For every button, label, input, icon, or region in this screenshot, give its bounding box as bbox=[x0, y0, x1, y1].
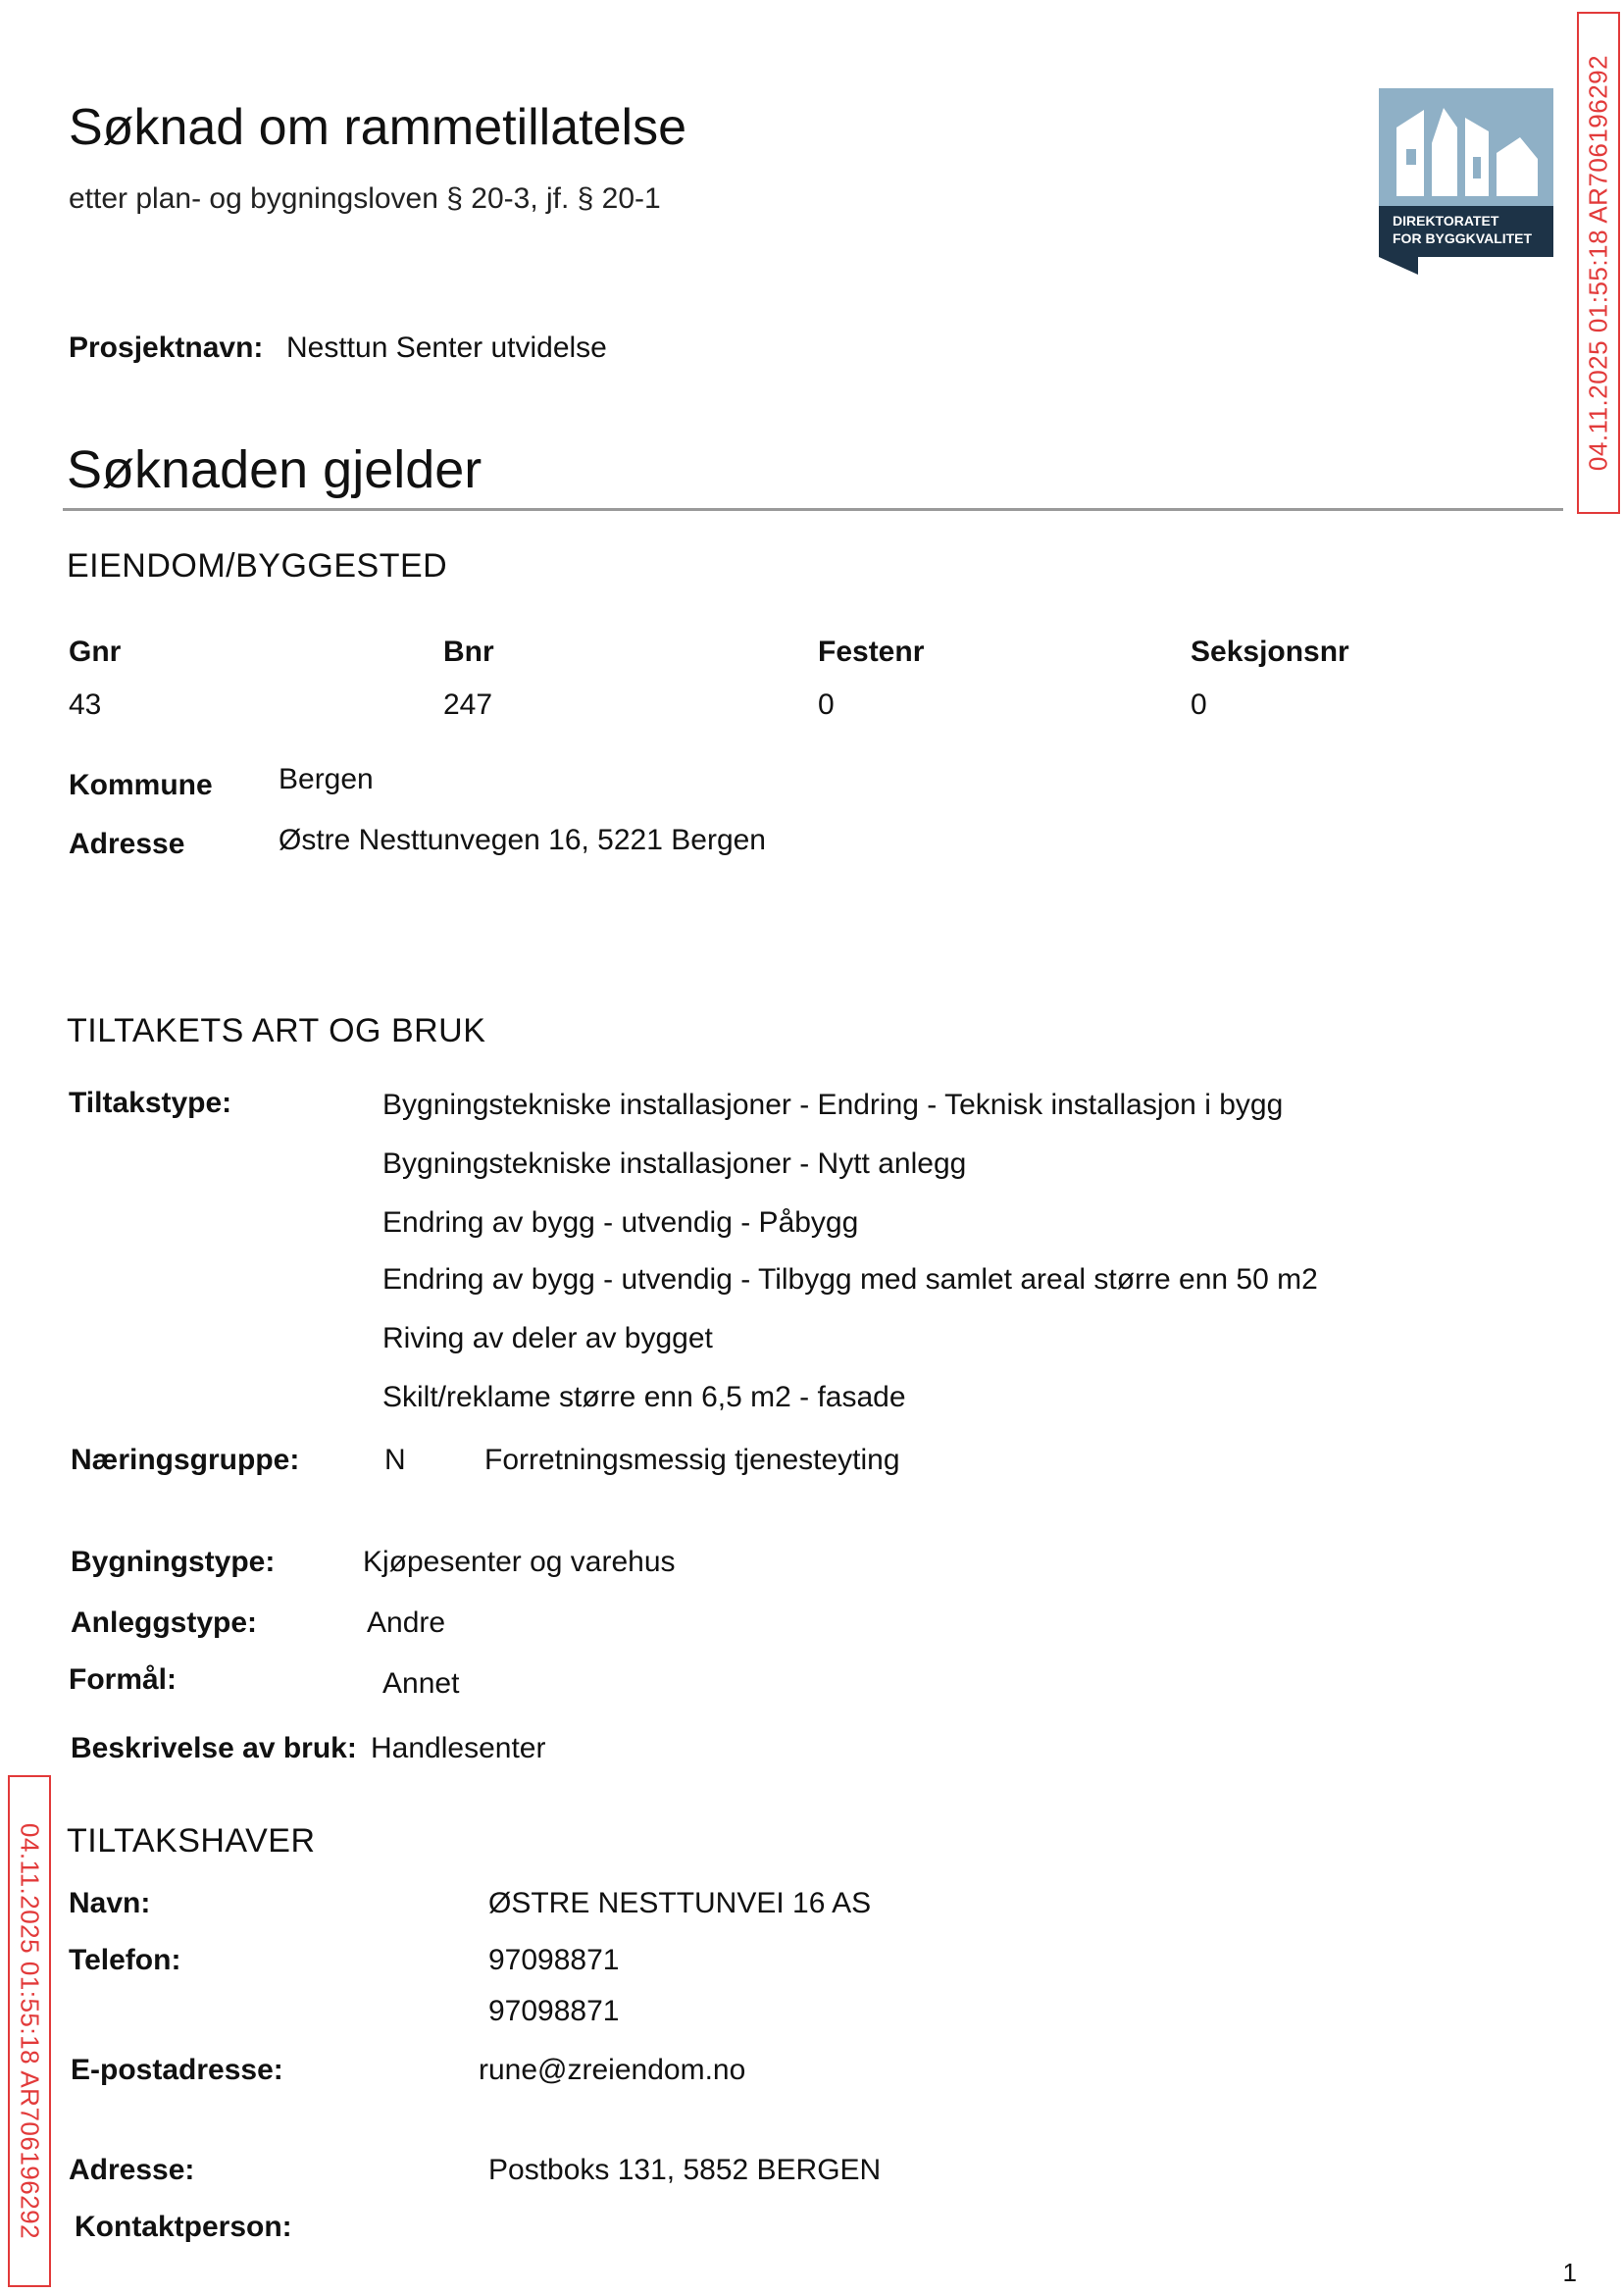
navn-value: ØSTRE NESTTUNVEI 16 AS bbox=[488, 1887, 872, 1919]
tiltakshaver-heading: TILTAKSHAVER bbox=[67, 1822, 316, 1860]
project-label: Prosjektnavn: bbox=[69, 331, 264, 364]
logo-text-line2: FOR BYGGKVALITET bbox=[1393, 230, 1533, 246]
eiendom-heading: EIENDOM/BYGGESTED bbox=[67, 547, 448, 585]
section-divider bbox=[63, 508, 1563, 511]
telefon-value: 97098871 bbox=[488, 1995, 620, 2027]
tiltakstype-item: Endring av bygg - utvendig - Påbygg bbox=[382, 1206, 859, 1239]
seksjonsnr-value: 0 bbox=[1191, 688, 1207, 721]
page-title: Søknad om rammetillatelse bbox=[69, 99, 686, 156]
tiltakstype-item: Skilt/reklame større enn 6,5 m2 - fasade bbox=[382, 1381, 906, 1413]
date-stamp-top bbox=[1577, 12, 1620, 514]
tiltakstype-item: Riving av deler av bygget bbox=[382, 1322, 713, 1354]
beskrivelse-label: Beskrivelse av bruk: bbox=[71, 1732, 357, 1764]
logo-text-line1: DIREKTORATET bbox=[1393, 213, 1499, 229]
gnr-label: Gnr bbox=[69, 636, 122, 668]
tiltakshaver-adresse-label: Adresse: bbox=[69, 2154, 195, 2186]
kommune-label: Kommune bbox=[69, 769, 213, 801]
naeringsgruppe-label: Næringsgruppe: bbox=[71, 1444, 300, 1476]
navn-label: Navn: bbox=[69, 1887, 151, 1919]
bnr-value: 247 bbox=[443, 688, 493, 721]
tiltakstype-label: Tiltakstype: bbox=[69, 1087, 232, 1119]
tiltakstype-item: Bygningstekniske installasjoner - Nytt anlegg bbox=[382, 1147, 967, 1180]
anleggstype-value: Andre bbox=[367, 1606, 446, 1639]
epost-value: rune@zreiendom.no bbox=[479, 2054, 746, 2086]
section-title: Søknaden gjelder bbox=[67, 440, 482, 499]
naeringsgruppe-text: Forretningsmessig tjenesteyting bbox=[484, 1444, 900, 1476]
project-value: Nesttun Senter utvidelse bbox=[286, 331, 607, 364]
page-subtitle: etter plan- og bygningsloven § 20-3, jf. § 20-1 bbox=[69, 182, 661, 215]
telefon-value: 97098871 bbox=[488, 1944, 620, 1976]
tiltakshaver-adresse-value: Postboks 131, 5852 BERGEN bbox=[488, 2154, 882, 2186]
festenr-value: 0 bbox=[818, 688, 835, 721]
beskrivelse-value: Handlesenter bbox=[371, 1732, 546, 1764]
formal-label: Formål: bbox=[69, 1663, 178, 1696]
anleggstype-label: Anleggstype: bbox=[71, 1606, 258, 1639]
kommune-value: Bergen bbox=[279, 763, 374, 795]
dibk-logo bbox=[1379, 88, 1553, 275]
tiltakstype-item: Bygningstekniske installasjoner - Endring - Teknisk installasjon i bygg bbox=[382, 1089, 1284, 1121]
stamp-text: 04.11.2025 01:55:18 AR706196292 bbox=[1583, 54, 1613, 472]
naeringsgruppe-code: N bbox=[384, 1444, 406, 1476]
bnr-label: Bnr bbox=[443, 636, 494, 668]
telefon-label: Telefon: bbox=[69, 1944, 181, 1976]
epost-label: E-postadresse: bbox=[71, 2054, 283, 2086]
date-stamp-left bbox=[8, 1775, 51, 2287]
kontaktperson-label: Kontaktperson: bbox=[75, 2211, 292, 2243]
bygningstype-value: Kjøpesenter og varehus bbox=[363, 1546, 676, 1578]
tiltak-heading: TILTAKETS ART OG BRUK bbox=[67, 1012, 486, 1049]
festenr-label: Festenr bbox=[818, 636, 925, 668]
stamp-text: 04.11.2025 01:55:18 AR706196292 bbox=[15, 1822, 45, 2240]
gnr-value: 43 bbox=[69, 688, 102, 721]
tiltakstype-item: Endring av bygg - utvendig - Tilbygg med samlet areal større enn 50 m2 bbox=[382, 1263, 1318, 1296]
bygningstype-label: Bygningstype: bbox=[71, 1546, 276, 1578]
adresse-value: Østre Nesttunvegen 16, 5221 Bergen bbox=[279, 824, 766, 856]
formal-value: Annet bbox=[382, 1667, 460, 1700]
seksjonsnr-label: Seksjonsnr bbox=[1191, 636, 1349, 668]
page-number: 1 bbox=[1562, 2258, 1577, 2287]
adresse-label: Adresse bbox=[69, 828, 185, 860]
